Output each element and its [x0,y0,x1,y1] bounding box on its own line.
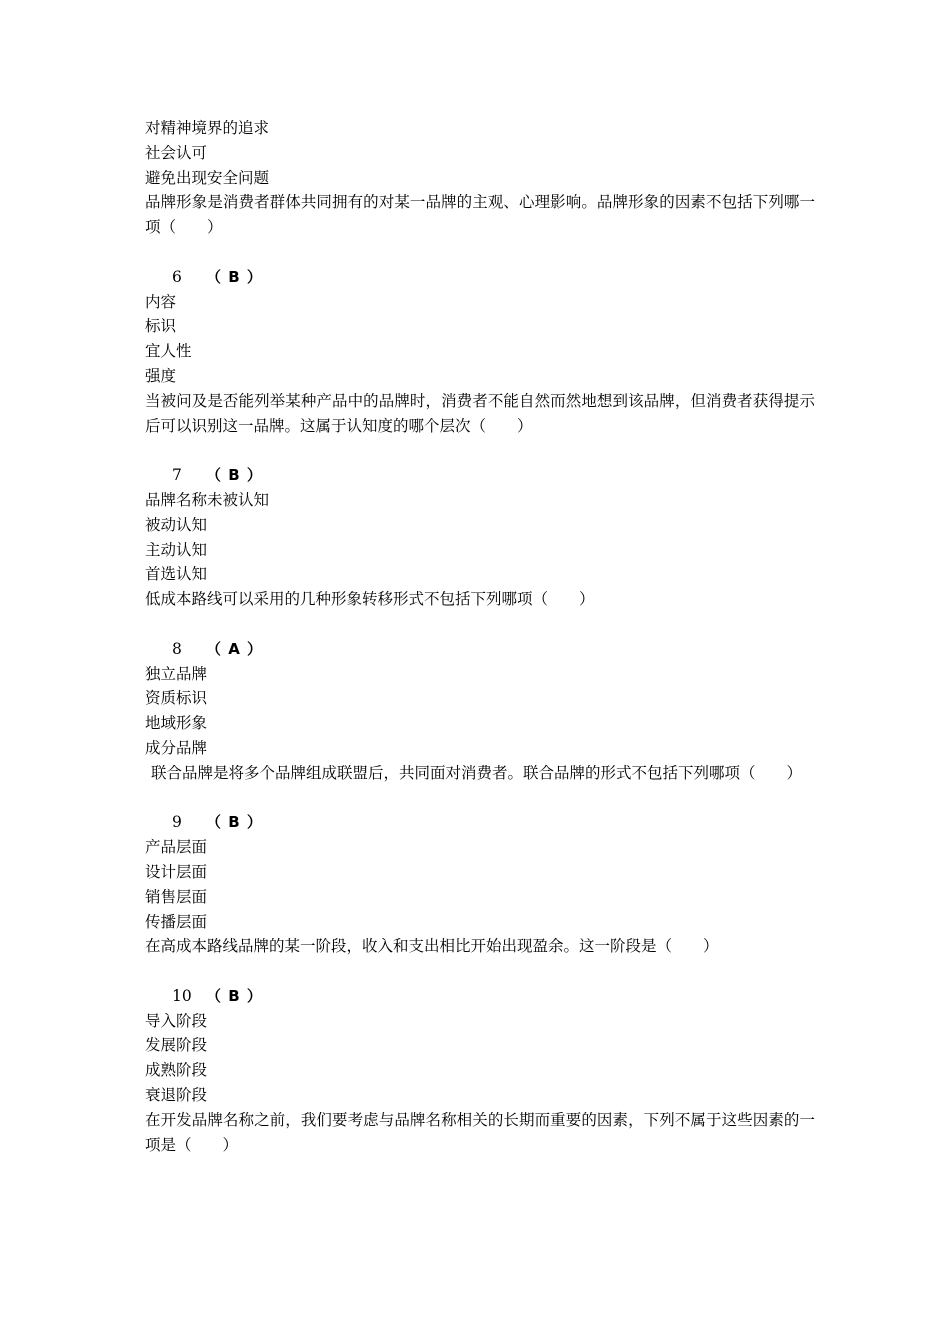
question-header [145,463,815,488]
option-item: 主动认知 [145,540,208,559]
answer-key: （ B ） [206,986,263,1005]
option-item: 避免出现安全问题 [145,168,270,187]
question-text: 联合品牌是将多个品牌组成联盟后，共同面对消费者。联合品牌的形式不包括下列哪项（ ） [151,763,803,782]
option-item: 发展阶段 [145,1036,208,1055]
question-header [145,984,815,1009]
question-number: 9 [172,813,182,832]
question-header [145,637,815,662]
option-item: 设计层面 [145,862,208,881]
option-item: 地域形象 [145,714,208,733]
option-item: 内容 [145,292,177,311]
option-item: 品牌名称未被认知 [145,490,270,509]
question-header [145,265,815,290]
option-item: 资质标识 [145,689,208,708]
option-item: 强度 [145,366,177,385]
option-item: 首选认知 [145,565,208,584]
option-item: 对精神境界的追求 [145,119,270,137]
option-item: 衰退阶段 [145,1086,208,1105]
question-text: 当被问及是否能列举某种产品中的品牌时，消费者不能自然而然地想到该品牌，但消费者获得提示后可以识别这一品牌。这属于认知度的哪个层次（ ） [145,391,815,435]
option-item: 成分品牌 [145,738,208,757]
option-item: 宜人性 [145,342,192,361]
option-item: 导入阶段 [145,1011,208,1030]
question-header [145,810,815,835]
question-number: 6 [172,267,182,286]
answer-key: （ B ） [206,466,263,485]
answer-key: （ A ） [206,639,264,658]
answer-key: （ B ） [206,267,263,286]
question-text: 在高成本路线品牌的某一阶段，收入和支出相比开始出现盈余。这一阶段是（ ） [145,937,719,956]
answer-key: （ B ） [206,813,263,832]
option-item: 销售层面 [145,887,208,906]
option-item: 成熟阶段 [145,1061,208,1080]
question-text: 在开发品牌名称之前，我们要考虑与品牌名称相关的长期而重要的因素，下列不属于这些因素的一项是（ ） [145,1110,815,1154]
option-item: 社会认可 [145,143,208,162]
question-number: 8 [172,639,182,658]
option-item: 传播层面 [145,912,208,931]
quiz-content [145,116,815,1157]
question-number: 10 [172,986,192,1005]
option-item: 被动认知 [145,515,208,534]
option-item: 独立品牌 [145,664,208,683]
question-text: 低成本路线可以采用的几种形象转移形式不包括下列哪项（ ） [145,590,595,609]
option-item: 标识 [145,317,177,336]
option-item: 产品层面 [145,838,208,857]
question-text: 品牌形象是消费者群体共同拥有的对某一品牌的主观、心理影响。品牌形象的因素不包括下列哪一项（ ） [145,193,815,237]
question-number: 7 [172,466,182,485]
